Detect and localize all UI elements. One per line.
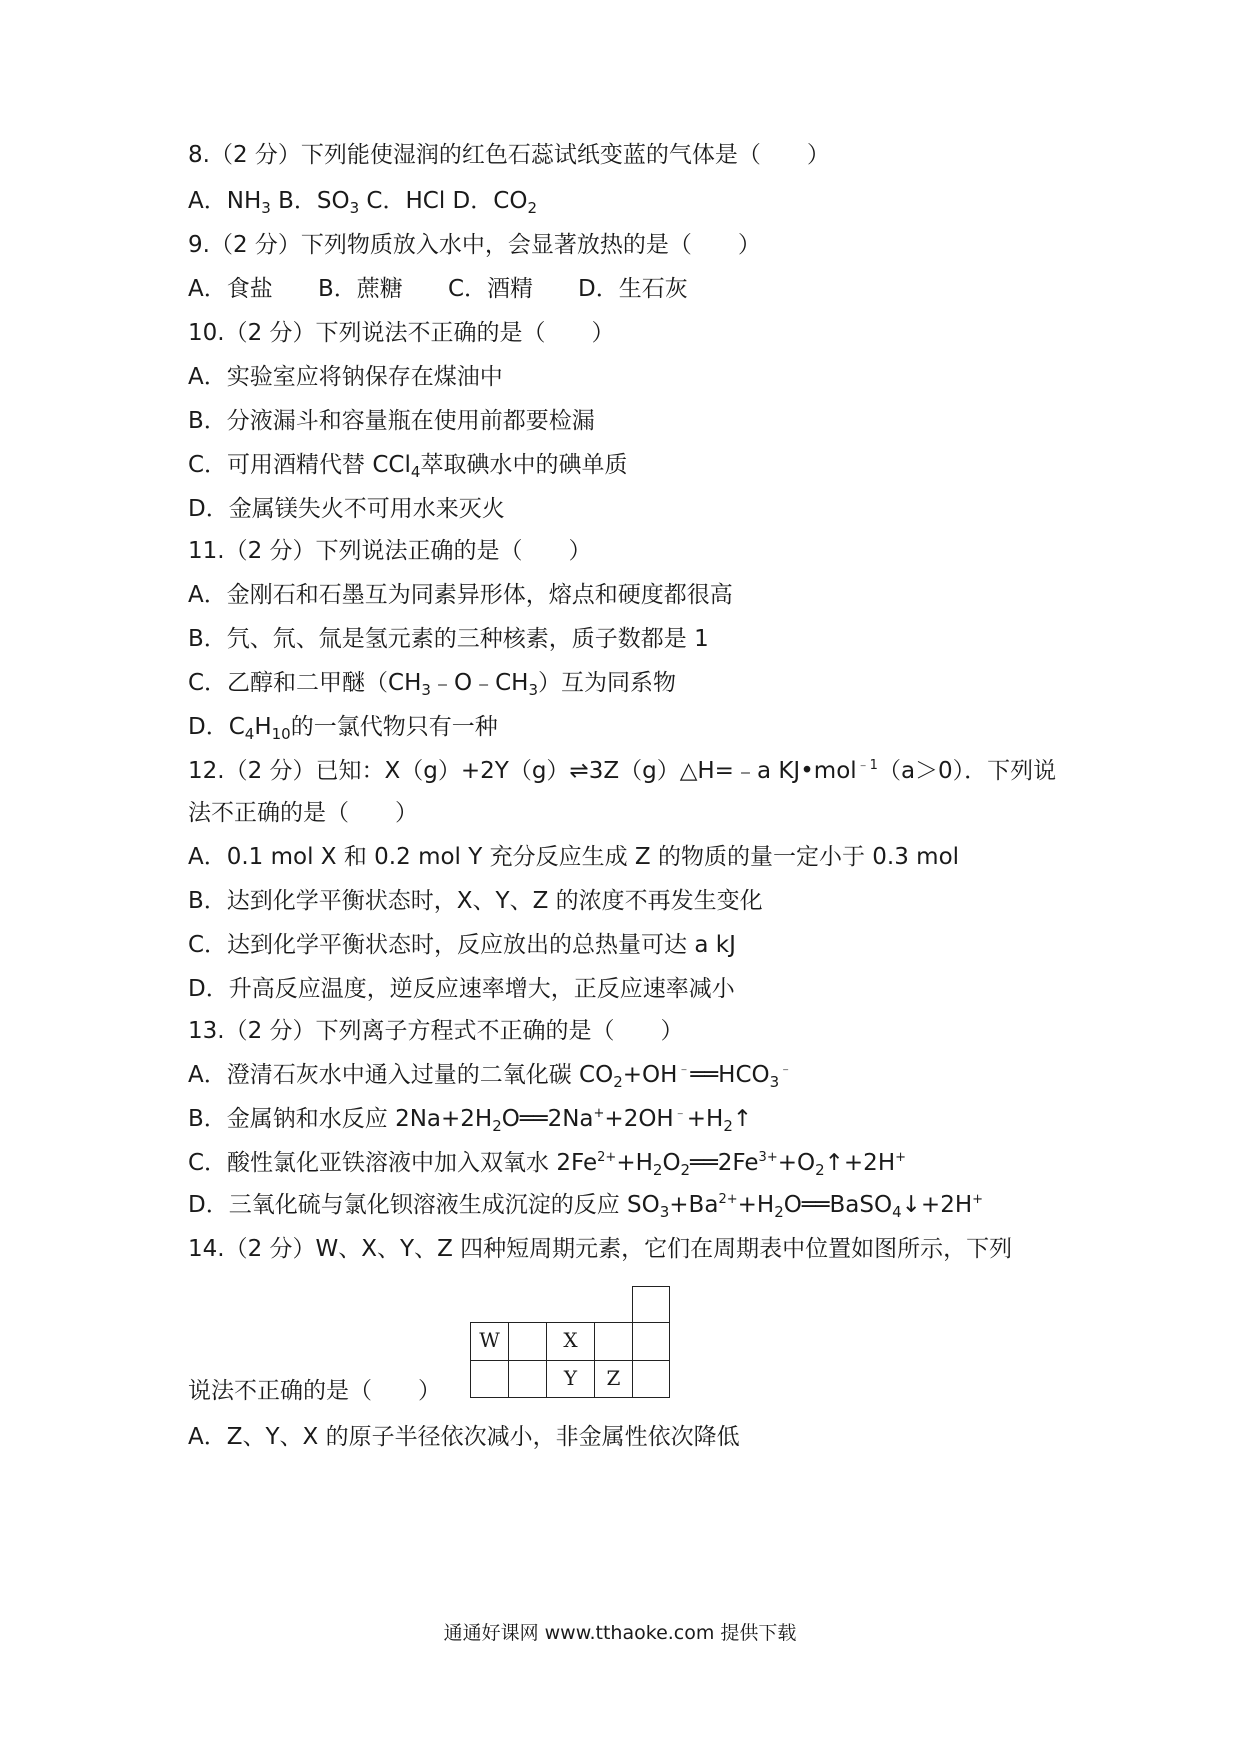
q10-stem: 10.（2 分）下列说法不正确的是（ ） xyxy=(188,320,615,346)
table-cell-empty xyxy=(470,1360,509,1398)
q10-option-b: B．分液漏斗和容量瓶在使用前都要检漏 xyxy=(188,408,595,434)
table-cell-y: Y xyxy=(546,1360,595,1398)
q13-option-a: A．澄清石灰水中通入过量的二氧化碳 $CO_2+OH^﹣══HCO_3^﹣$ xyxy=(188,1062,793,1091)
q13-option-b: B．金属钠和水反应 $2Na+2H_2O══2Na^++2OH^﹣+H_2↑$ xyxy=(188,1106,753,1135)
q9-option-b: B．蔗糖 xyxy=(318,276,403,302)
table-cell-empty xyxy=(508,1322,547,1361)
table-cell-empty xyxy=(594,1322,633,1361)
q11-option-c: C．乙醇和二甲醚$(CH_3﹣O﹣CH_3)$互为同系物 xyxy=(188,670,676,699)
q11-option-d: D．$C_4H_{10}$的一氯代物只有一种 xyxy=(188,714,498,743)
q12-stem-line2: 法不正确的是（ ） xyxy=(188,800,418,826)
table-cell-empty xyxy=(632,1322,670,1361)
q12-option-c: C．达到化学平衡状态时，反应放出的总热量可达 a kJ xyxy=(188,932,736,958)
table-cell-x: X xyxy=(546,1322,595,1361)
q11-stem: 11.（2 分）下列说法正确的是（ ） xyxy=(188,538,592,564)
q9-options xyxy=(188,274,688,304)
table-cell-z: Z xyxy=(594,1360,633,1398)
q8-options: A．$NH_3$ B．$SO_3$ C．HCl D．$CO_2$ xyxy=(188,188,537,217)
q14-option-a: A．Z、Y、X 的原子半径依次减小，非金属性依次降低 xyxy=(188,1424,740,1450)
q10-option-c: C．可用酒精代替 CCl$_4$萃取碘水中的碘单质 xyxy=(188,452,628,481)
page-footer: 通通好课网 www.tthaoke.com 提供下载 xyxy=(443,1622,797,1644)
q14-stem-line1: 14.（2 分）W、X、Y、Z 四种短周期元素，它们在周期表中位置如图所示，下列 xyxy=(188,1236,1013,1262)
q13-stem: 13.（2 分）下列离子方程式不正确的是（ ） xyxy=(188,1018,684,1044)
q13-option-d: D．三氧化硫与氯化钡溶液生成沉淀的反应 $SO_3+Ba^{2+}+H_2O══BaSO_4↓+2H^+$ xyxy=(188,1192,984,1221)
q12-option-d: D．升高反应温度，逆反应速率增大，正反应速率减小 xyxy=(188,976,735,1002)
q11-option-b: B．氕、氘、氚是氢元素的三种核素，质子数都是 1 xyxy=(188,626,709,652)
periodic-table-fragment xyxy=(470,1286,670,1401)
q10-option-a: A．实验室应将钠保存在煤油中 xyxy=(188,364,503,390)
q8-stem: 8.（2 分）下列能使湿润的红色石蕊试纸变蓝的气体是（ ） xyxy=(188,142,830,168)
table-cell-empty xyxy=(632,1286,670,1323)
q11-option-a: A．金刚石和石墨互为同素异形体，熔点和硬度都很高 xyxy=(188,582,733,608)
q14-stem-line2: 说法不正确的是（ ） xyxy=(188,1378,441,1404)
q10-option-d: D．金属镁失火不可用水来灭火 xyxy=(188,496,505,522)
table-cell-empty xyxy=(508,1360,547,1398)
table-cell-w: W xyxy=(470,1322,509,1361)
q9-option-d: D．生石灰 xyxy=(578,276,688,302)
q9-option-a: A．食盐 xyxy=(188,276,273,302)
table-cell-empty xyxy=(632,1360,670,1398)
q12-option-b: B．达到化学平衡状态时，X、Y、Z 的浓度不再发生变化 xyxy=(188,888,763,914)
q12-stem-line1: 12.（2 分）已知：X（g）+2Y（g）⇌3Z（g）△H=﹣a KJ•mol$^{﹣1}$（a＞0）．下列说 xyxy=(188,758,1057,784)
q13-option-c: C．酸性氯化亚铁溶液中加入双氧水 $2Fe^{2+}+H_2O_2══2Fe^{3+}+O_2↑+2H^+$ xyxy=(188,1150,907,1179)
q9-stem: 9.（2 分）下列物质放入水中，会显著放热的是（ ） xyxy=(188,232,761,258)
q12-option-a: A．0.1 mol X 和 0.2 mol Y 充分反应生成 Z 的物质的量一定小于 0.3 mol xyxy=(188,844,960,870)
q9-option-c: C．酒精 xyxy=(448,276,534,302)
